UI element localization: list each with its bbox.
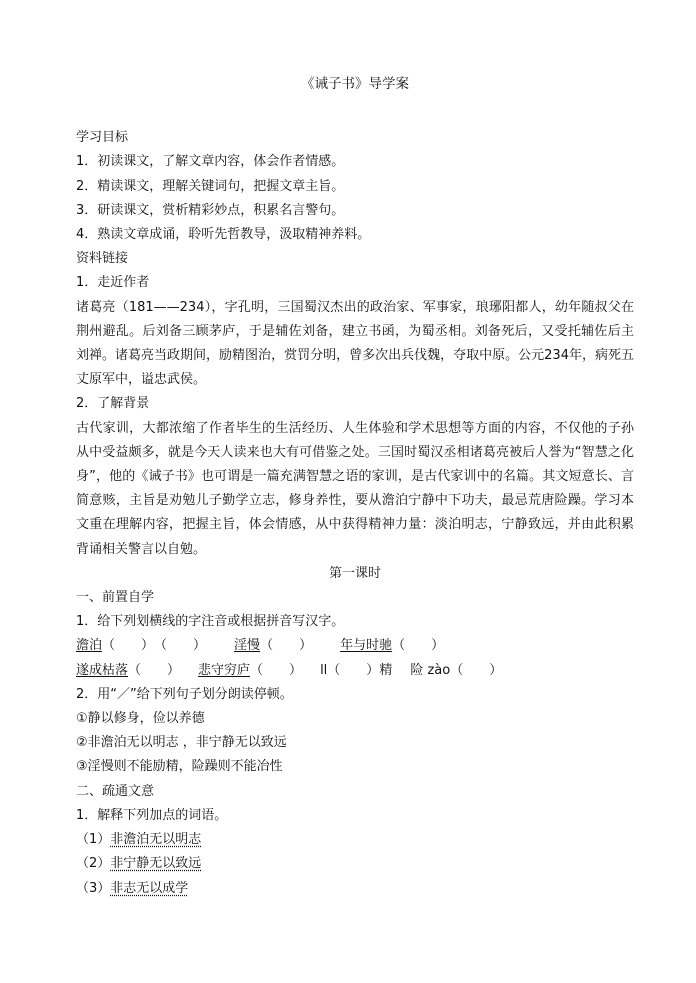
word-4: 遂成枯落 [76,662,129,678]
answer-blank: （ ） [250,662,303,678]
lesson-heading: 第一课时 [328,565,381,581]
question-3-item-1 [76,828,634,852]
background-heading: 2．了解背景 [76,396,150,412]
document-content [76,72,634,901]
question-3-item-2 [76,852,634,876]
word-1: 澹泊 [76,638,103,654]
item-text: 非宁静无以致远 [110,856,202,872]
question-3: 1．解释下列加点的词语。 [76,807,228,823]
question-2-item-3: ③淫慢则不能励精，险躁则不能冶性 [76,759,283,775]
answer-blank: （ ） [260,638,313,654]
word-6: ll [320,662,328,678]
goal-item-3: 3．研读课文，赏析精彩妙点，积累名言警句。 [76,202,345,218]
section-heading-links: 资料链接 [76,251,129,267]
word-5: 悲守穷庐 [198,662,251,678]
answer-blank: （ ） [128,662,181,678]
word-2: 淫慢 [234,638,261,654]
item-number: （2） [76,856,111,872]
document-title: 《诫子书》导学案 [301,76,409,92]
answer-blank: （ ） [327,662,380,678]
item-number: （1） [76,832,111,848]
background-paragraph: 古代家训，大都浓缩了作者毕生的生活经历、人生体验和学术思想等方面的内容，不仅他的子孙从中受益颇多，就是今天人读来也大有可借鉴之处。三国时蜀汉丞相诸葛亮被后人誉为“智慧之化身”，他的《诫子书》也可谓是一篇充满智慧之语的家训，是古代家训中的名篇。其文短意长、言简意赅，主旨是劝勉儿子勤学立志，修身养性，要从澹泊宁静中下功夫，最忌荒唐险躁。学习本文重在理解内容，把握主旨，体会情感，从中获得精神力量：淡泊明志，宁静致远，并由此积累背诵相关警言以自勉。 [76,420,634,557]
author-paragraph: 诸葛亮（181——234），字孔明，三国蜀汉杰出的政治家、军事家，琅琊阳都人，幼年随叔父在荆州避乱。后刘备三顾茅庐，于是辅佐刘备，建立书函，为蜀丞相。刘备死后，又受托辅佐后主刘禅。诸葛亮当政期间，励精图治，赏罚分明，曾多次出兵伐魏，夺取中原。公元234年，病死五丈原军中，谥忠武侯。 [76,299,634,388]
answer-blank: （ ） [102,638,155,654]
question-1-row-1 [76,634,634,658]
goal-item-1: 1．初读课文，了解文章内容，体会作者情感。 [76,154,345,170]
goal-item-4: 4．熟读文章成诵，聆听先哲教导，汲取精神养料。 [76,227,371,243]
part1-heading: 一、前置自学 [76,590,155,606]
word-6b: 精 [379,662,393,678]
answer-blank: （ ） [450,662,503,678]
item-number: （3） [76,880,111,896]
section-heading-goals: 学习目标 [76,130,129,146]
question-3-item-3 [76,877,634,901]
question-2: 2．用“／”给下列句子划分朗读停顿。 [76,686,293,702]
word-3: 年与时驰 [340,638,393,654]
item-text: 非澹泊无以明志 [110,832,202,848]
word-7: 险 zào [410,662,451,678]
answer-blank: （ ） [392,638,445,654]
goal-item-2: 2．精读课文，理解关键词句，把握文章主旨。 [76,178,345,194]
question-2-item-1: ①静以修身，俭以养德 [76,711,205,727]
question-2-item-2: ②非澹泊无以明志 ，非宁静无以致远 [76,735,287,751]
answer-blank: （ ） [154,638,207,654]
question-1: 1．给下列划横线的字注音或根据拼音写汉字。 [76,614,345,630]
author-heading: 1．走近作者 [76,275,150,291]
question-1-row-2 [76,659,634,683]
item-text: 非志无以成学 [110,880,189,896]
part2-heading: 二、疏通文意 [76,783,155,799]
